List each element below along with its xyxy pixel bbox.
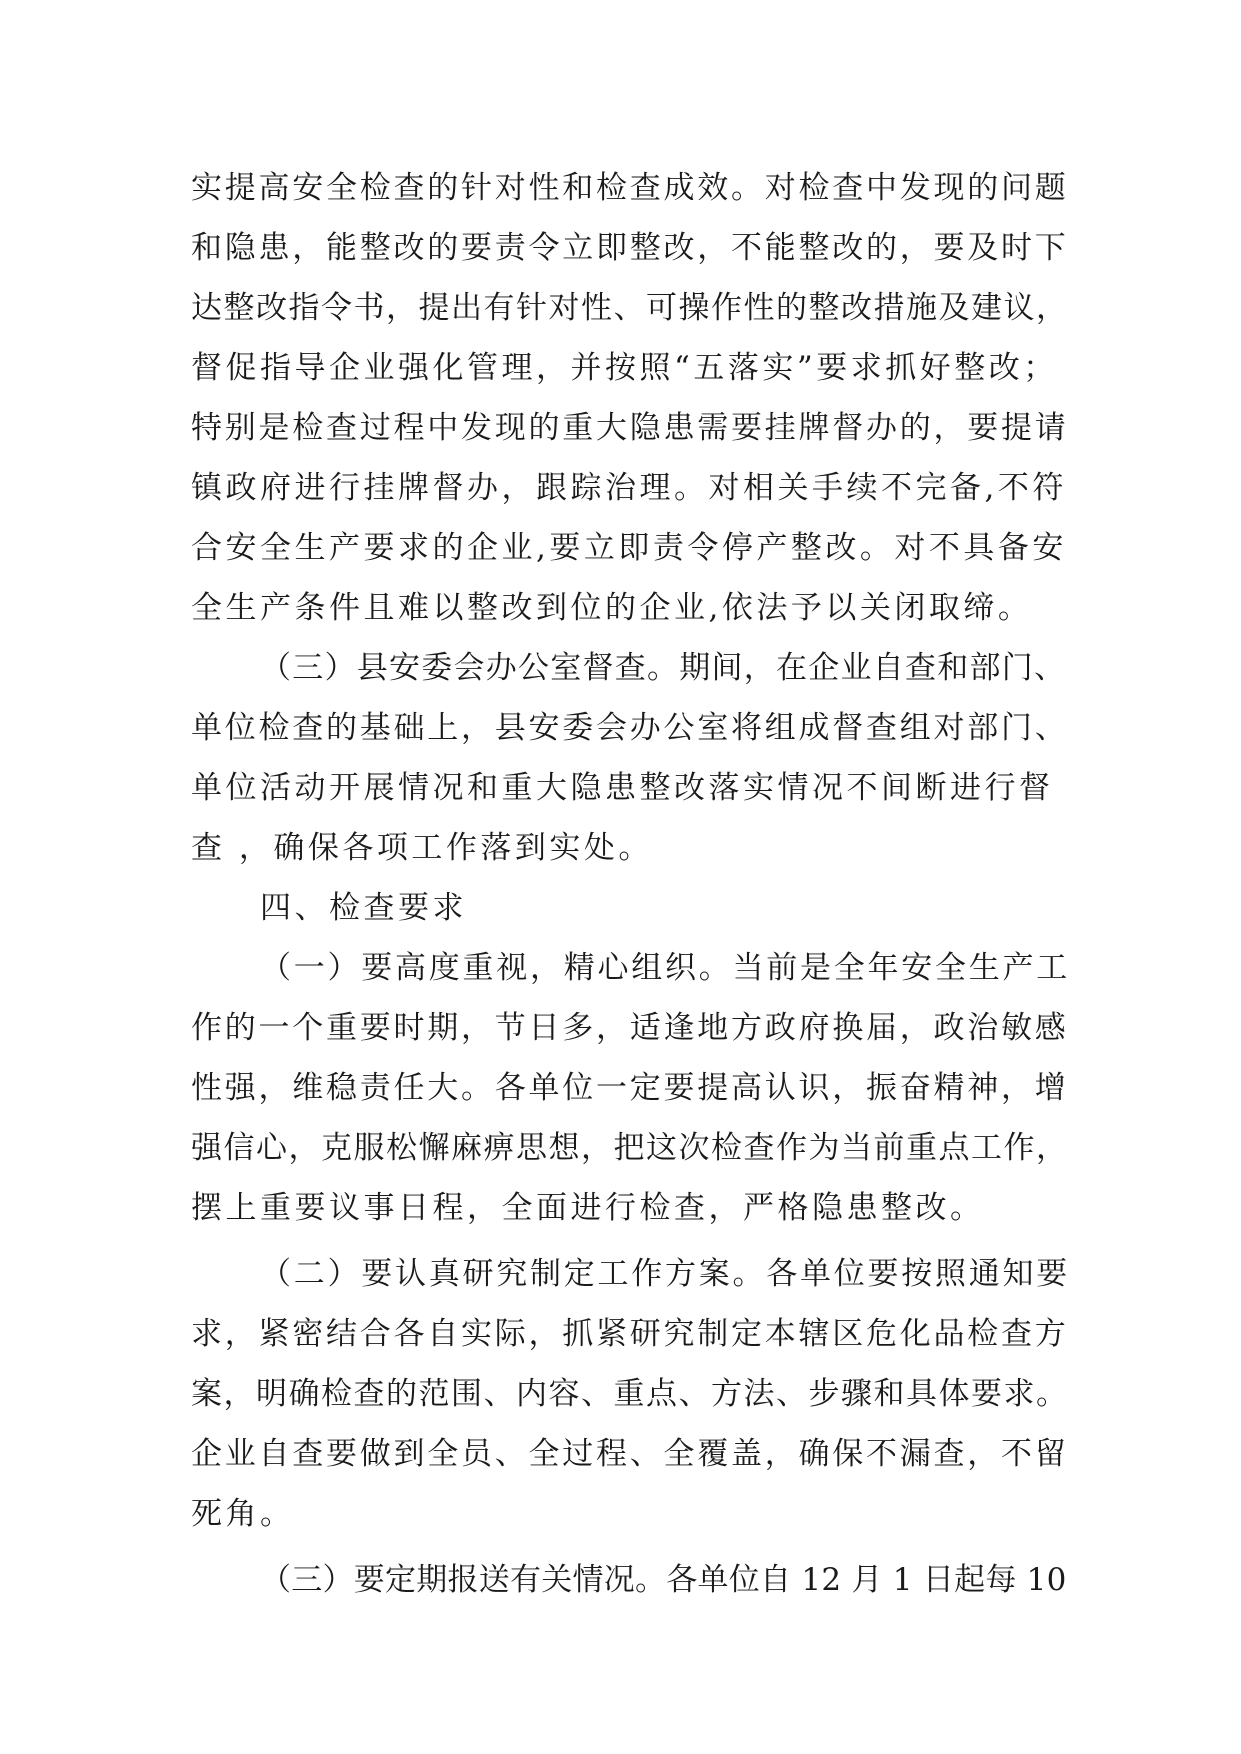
paragraph-first-line: （一）要高度重视，精心组织。当前是全年安全生产工 [260, 950, 1070, 986]
text-line: 企业自查要做到全员、全过程、全覆盖，确保不漏查，不留 [191, 1436, 1069, 1472]
text-line: 镇政府进行挂牌督办，跟踪治理。对相关手续不完备,不符 [191, 470, 1067, 506]
text-line: 单位检查的基础上，县安委会办公室将组成督查组对部门、 [191, 710, 1069, 746]
section-heading: 四、检查要求 [260, 890, 467, 926]
text-line: 摆上重要议事日程，全面进行检查，严格隐患整改。 [191, 1190, 985, 1226]
text-line: 和隐患，能整改的要责令立即整改，不能整改的，要及时下 [191, 230, 1069, 266]
paragraph-first-line: （二）要认真研究制定工作方案。各单位要按照通知要 [260, 1256, 1070, 1292]
text-line: 单位活动开展情况和重大隐患整改落实情况不间断进行督 [191, 770, 1054, 806]
text-line: 实提高安全检查的针对性和检查成效。对检查中发现的问题 [191, 170, 1069, 206]
text-line: 死角。 [191, 1496, 295, 1532]
paragraph-first-line: （三）要定期报送有关情况。各单位自 12 月 1 日起每 10 [260, 1562, 1067, 1598]
text-line: 求，紧密结合各自实际，抓紧研究制定本辖区危化品检查方 [191, 1316, 1069, 1352]
text-line: 全生产条件且难以整改到位的企业,依法予以关闭取缔。 [191, 590, 1033, 626]
text-line: 强信心，克服松懈麻痹思想，把这次检查作为当前重点工作， [191, 1130, 1069, 1166]
text-line: 查 ，确保各项工作落到实处。 [191, 830, 653, 866]
text-line: 特别是检查过程中发现的重大隐患需要挂牌督办的，要提请 [191, 410, 1069, 446]
text-line: 合安全生产要求的企业,要立即责令停产整改。对不具备安 [191, 530, 1067, 566]
text-line: 案，明确检查的范围、内容、重点、方法、步骤和具体要求。 [191, 1376, 1069, 1412]
paragraph-first-line: （三）县安委会办公室督查。期间，在企业自查和部门、 [260, 650, 1067, 686]
text-line: 性强，维稳责任大。各单位一定要提高认识，振奋精神，增 [191, 1070, 1069, 1106]
text-line: 达整改指令书，提出有针对性、可操作性的整改措施及建议， [191, 290, 1069, 326]
text-line: 作的一个重要时期，节日多，适逢地方政府换届，政治敏感 [191, 1010, 1069, 1046]
text-line: 督促指导企业强化管理，并按照“五落实”要求抓好整改； [191, 350, 1058, 386]
